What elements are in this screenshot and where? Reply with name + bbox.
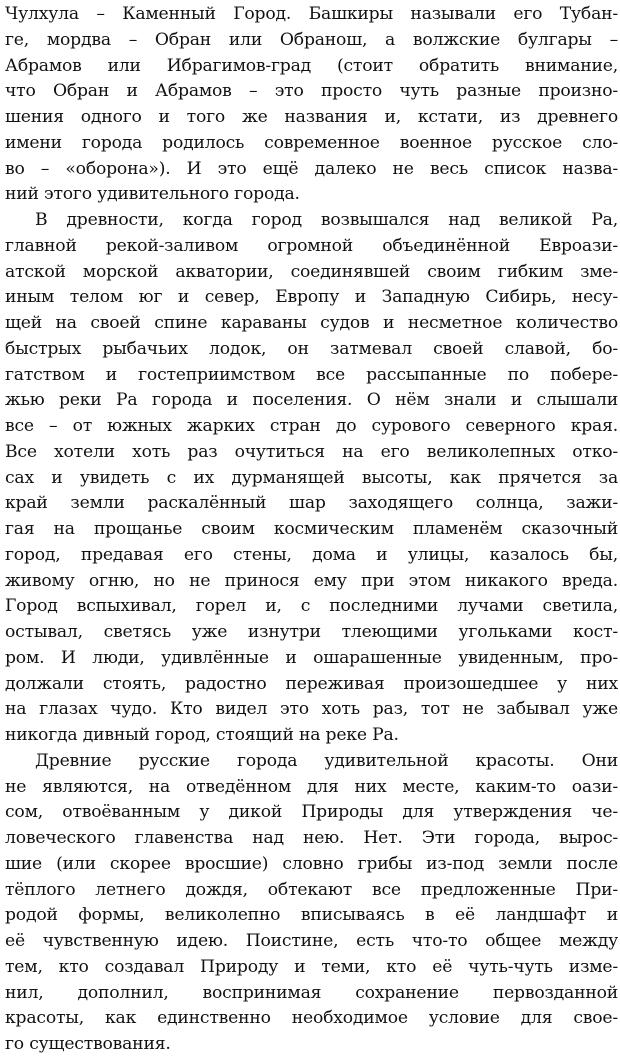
paragraph-2 [5, 208, 618, 749]
text-line: во – «оборона»). И это ещё далеко не весь список назва- [5, 158, 618, 179]
text-line: жью реки Ра города и поселения. О нём знали и слышали [5, 390, 618, 411]
text-line: красоты, как единственно необходимое условие для свое- [5, 1008, 618, 1029]
text-line: быстрых рыбачьих лодок, он затмевал своей славой, бо- [5, 338, 618, 359]
text-line: ге, мордва – Обран или Обранош, а волжские булгары – [5, 29, 618, 50]
text-line: должали стоять, радостно переживая произошедшее у них [5, 673, 618, 694]
text-line: шения одного и того же названия и, кстати, из древнего [5, 107, 618, 127]
text-line: нил, дополнил, воспринимая сохранение первозданной [5, 982, 618, 1003]
text-line: тёплого летнего дождя, обтекают все предложенные При- [5, 879, 618, 900]
paragraph-1 [5, 2, 618, 208]
text-line: имени города родилось современное военное русское сло- [5, 132, 618, 153]
text-line: атской морской акватории, соединявшей своим гибким зме- [5, 261, 618, 282]
text-line: Абрамов или Ибрагимов-град (стоит обратить внимание, [5, 55, 618, 76]
text-line: город, предавая его стены, дома и улицы, казалось бы, [5, 544, 618, 565]
text-line: что Обран и Абрамов – это просто чуть разные произно- [5, 81, 618, 102]
text-line: ний этого удивительного города. [5, 184, 300, 205]
text-line: край земли раскалённый шар заходящего солнца, зажи- [5, 493, 618, 514]
text-line: шие (или скорее вросшие) словно грибы из-под земли после [5, 853, 618, 874]
text-line: Древние русские города удивительной красоты. Они [35, 750, 618, 771]
text-line: на глазах чудо. Кто видел это хоть раз, тот не забывал уже [5, 699, 618, 720]
text-line: гая на прощанье своим космическим пламенём сказочный [5, 519, 618, 539]
text-line: сом, отвоёванным у дикой Природы для утверждения че- [5, 802, 618, 823]
text-line: остывал, светясь уже изнутри тлеющими угольками кост- [5, 622, 618, 642]
text-line: никогда дивный город, стоящий на реке Ра. [5, 725, 399, 745]
text-line: её чувственную идею. Поистине, есть что-то общее между [5, 931, 618, 951]
text-line: сах и увидеть с их дурманящей высоты, как прячется за [5, 467, 618, 488]
text-line: иным телом юг и север, Европу и Западную Сибирь, несу- [5, 287, 618, 308]
text-line: ром. И люди, удивлённые и ошарашенные увиденным, про- [5, 647, 618, 668]
text-line: главной рекой-заливом огромной объединённой Евроази- [5, 235, 618, 256]
text-line: гатством и гостеприимством все рассыпанные по побере- [5, 364, 618, 385]
text-line: Город вспыхивал, горел и, с последними лучами светила, [5, 596, 618, 617]
text-line: щей на своей спине караваны судов и несметное количество [5, 313, 618, 333]
text-line: Чулхула – Каменный Город. Башкиры называли его Тубан- [5, 4, 618, 24]
text-line: все – от южных жарких стран до сурового северного края. [5, 416, 618, 436]
text-line: живому огню, но не принося ему при этом никакого вреда. [5, 570, 618, 591]
text-line: не являются, на отведённом для них месте, каким-то оази- [5, 776, 618, 797]
text-line: тем, кто создавал Природу и теми, кто её чуть-чуть изме- [5, 956, 618, 977]
text-line: Все хотели хоть раз очутиться на его великолепных отко- [5, 441, 618, 462]
text-line: родой формы, великолепно вписываясь в её ландшафт и [5, 905, 618, 926]
text-line: ловеческого главенства над нею. Нет. Эти города, вырос- [5, 828, 618, 848]
text-body [5, 2, 618, 1058]
text-line: го существования. [5, 1034, 171, 1054]
text-line: В древности, когда город возвышался над великой Ра, [35, 210, 618, 230]
paragraph-3 [5, 749, 618, 1058]
